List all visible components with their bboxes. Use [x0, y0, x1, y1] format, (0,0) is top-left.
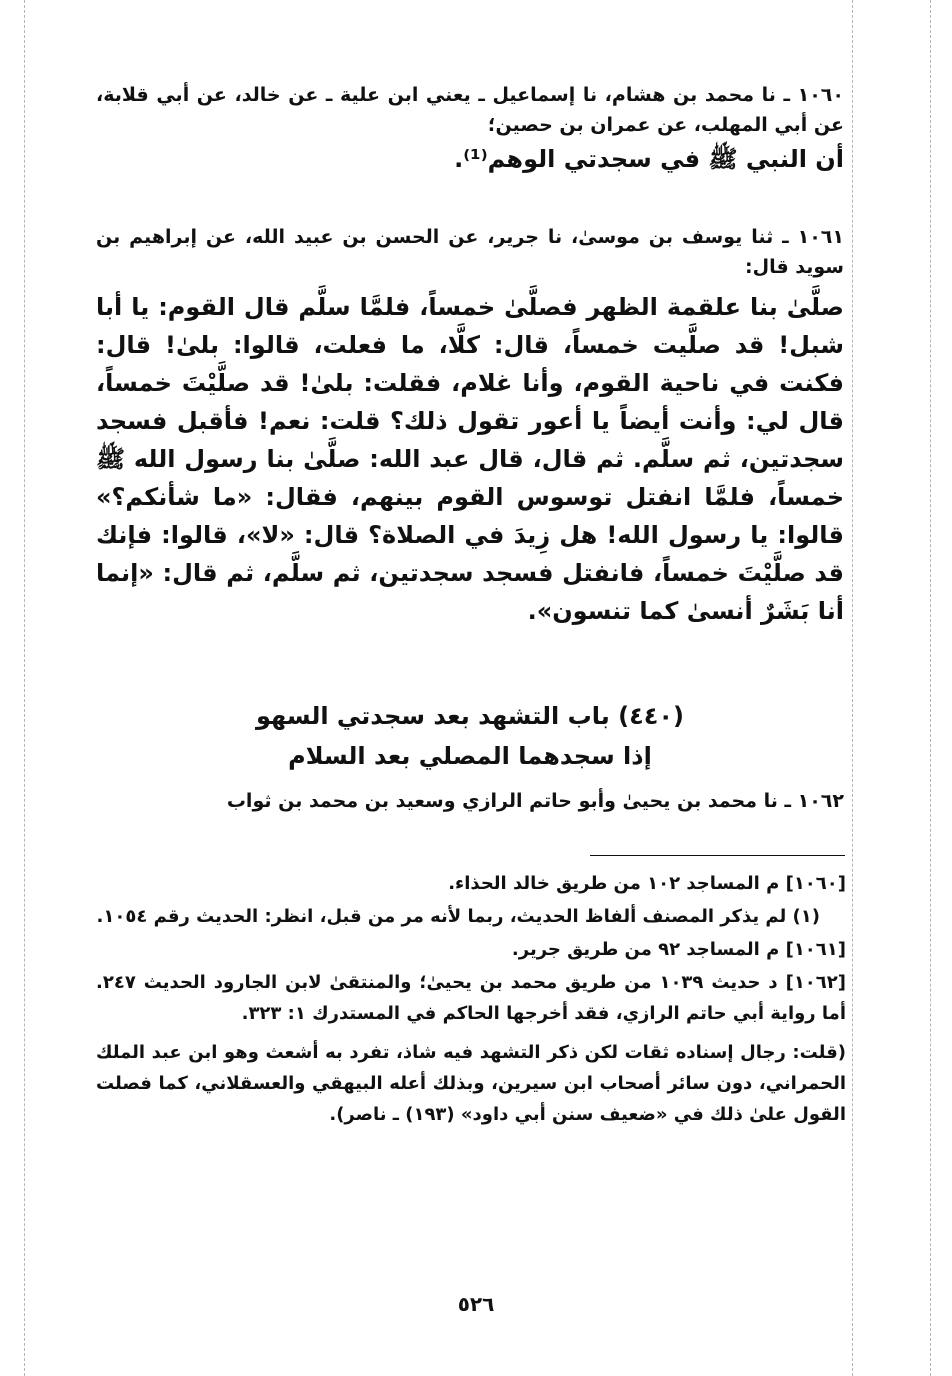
footnotes [96, 868, 846, 1132]
scan-margin-line [852, 0, 853, 1376]
scan-margin-line [930, 0, 931, 1376]
hadith-1060-matn: أن النبي ﷺ في سجدتي الوهم⁽¹⁾. [454, 145, 844, 173]
hadith-1060-isnad: ١٠٦٠ ـ نا محمد بن هشام، نا إسماعيل ـ يعني ابن علية ـ عن خالد، عن أبي قلابة، عن أبي المهلب، عن عمران بن حصين؛ [96, 84, 844, 136]
footnote-editor-comment: (قلت: رجال إسناده ثقات لكن ذكر التشهد فيه شاذ، تفرد به أشعث وهو ابن عبد الملك الحمراني، دون سائر أصحاب ابن سيرين، وبذلك أعله البيهقي والعسقلاني، كما فصلت القول علىٰ ذلك في «ضعيف سنن أبي داود» (١٩٣) ـ ناصر). [96, 1042, 846, 1125]
hadith-1061-matn: صلَّىٰ بنا علقمة الظهر فصلَّىٰ خمساً، فلمَّا سلَّم قال القوم: يا أبا شبل! قد صلَّيت خمساً، قال: كلَّا، ما فعلت، قالوا: بلىٰ! قال: فكنت في ناحية القوم، وأنا غلام، فقلت: بلىٰ! قد صلَّيْتَ خمساً، قال لي: وأنت أيضاً يا أعور تقول ذلك؟ قلت: نعم! فأقبل فسجد سجدتين، ثم سلَّم. ثم قال، قال عبد الله: صلَّىٰ بنا رسول الله ﷺ خمساً، فلمَّا انفتل توسوس القوم بينهم، فقال: «ما شأنكم؟» قالوا: يا رسول الله! هل زِيدَ في الصلاة؟ قال: «لا»، قالوا: فإنك قد صلَّيْتَ خمساً، فانفتل فسجد سجدتين، ثم سلَّم، ثم قال: «إنما أنا بَشَرٌ أنسىٰ كما تنسون». [96, 293, 844, 625]
hadith-1061-isnad: ١٠٦١ ـ ثنا يوسف بن موسىٰ، نا جرير، عن الحسن بن عبيد الله، عن إبراهيم بن سويد قال: [96, 226, 844, 278]
hadith-1062 [96, 786, 844, 816]
scan-margin-line [24, 0, 25, 1376]
footnote-separator [590, 855, 845, 856]
chapter-heading [96, 696, 844, 776]
hadith-1061 [96, 222, 844, 630]
footnote-1062: [١٠٦٢] د حديث ١٠٣٩ من طريق محمد بن يحيىٰ؛ والمنتقىٰ لابن الجارود الحديث ٢٤٧. أما رواية أبي حاتم الرازي، فقد أخرجها الحاكم في المستدرك ١: ٣٢٣. [96, 972, 846, 1024]
hadith-1062-isnad: ١٠٦٢ ـ نا محمد بن يحيىٰ وأبو حاتم الرازي وسعيد بن محمد بن ثواب [226, 790, 844, 812]
page-number: ٥٢٦ [457, 1292, 495, 1316]
hadith-1060 [96, 80, 844, 178]
footnote-note-1: (١) لم يذكر المصنف ألفاظ الحديث، ربما لأنه مر من قبل، انظر: الحديث رقم ١٠٥٤. [96, 906, 820, 927]
footnote-1061: [١٠٦١] م المساجد ٩٢ من طريق جرير. [511, 939, 846, 960]
chapter-title: (٤٤٠) باب التشهد بعد سجدتي السهو [256, 702, 684, 730]
footnote-1060: [١٠٦٠] م المساجد ١٠٢ من طريق خالد الحذاء. [448, 873, 846, 894]
chapter-subtitle: إذا سجدهما المصلي بعد السلام [288, 742, 652, 770]
